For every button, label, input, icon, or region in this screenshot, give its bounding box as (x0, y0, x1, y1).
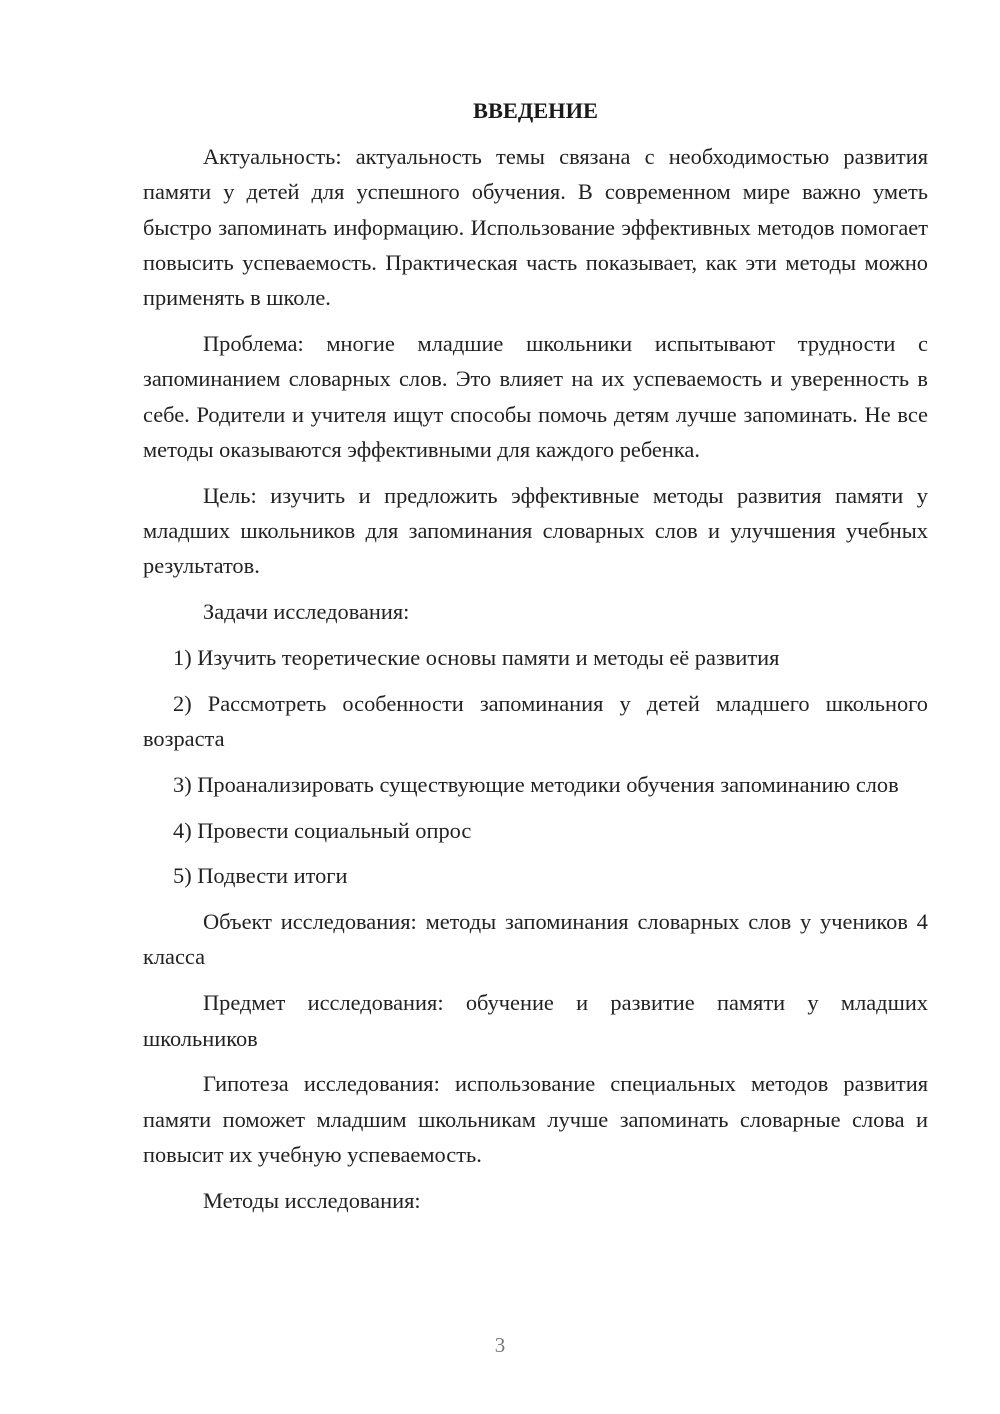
subject-paragraph: Предмет исследования: обучение и развитие памяти у младших школьников (143, 990, 928, 1051)
task-item-2: 2) Рассмотреть особенности запоминания у детей младшего школьного возраста (143, 690, 928, 751)
goal-paragraph: Цель: изучить и предложить эффективные методы развития памяти у младших школьников для запоминания словарных слов и улучшения учебных результатов. (143, 482, 928, 579)
task-item-5: 5) Подвести итоги (173, 863, 348, 889)
task-item-1: 1) Изучить теоретические основы памяти и методы её развития (173, 644, 780, 670)
problem-paragraph: Проблема: многие младшие школьники испытывают трудности с запоминанием словарных слов. Это влияет на их успеваемость и уверенность в себе. Родители и учителя ищут способы помочь детям лучше запоминать. Не все методы оказываются эффективными для каждого ребенка. (143, 330, 928, 462)
page-number: 3 (494, 1333, 506, 1357)
document-page (143, 92, 928, 1229)
page-title: ВВЕДЕНИЕ (473, 98, 598, 123)
tasks-heading: Задачи исследования: (203, 599, 410, 625)
object-paragraph: Объект исследования: методы запоминания словарных слов у учеников 4 класса (143, 909, 928, 970)
methods-heading: Методы исследования: (203, 1187, 421, 1213)
relevance-paragraph: Актуальность: актуальность темы связана с необходимостью развития памяти у детей для успешного обучения. В современном мире важно уметь быстро запоминать информацию. Использование эффективных методов помогает повысить успеваемость. Практическая часть показывает, как эти методы можно применять в школе. (143, 144, 928, 311)
task-item-4: 4) Провести социальный опрос (173, 817, 472, 843)
task-item-3: 3) Проанализировать существующие методики обучения запоминанию слов (173, 771, 899, 797)
hypothesis-paragraph: Гипотеза исследования: использование специальных методов развития памяти поможет младшим школьникам лучше запоминать словарные слова и повысит их учебную успеваемость. (143, 1071, 928, 1167)
